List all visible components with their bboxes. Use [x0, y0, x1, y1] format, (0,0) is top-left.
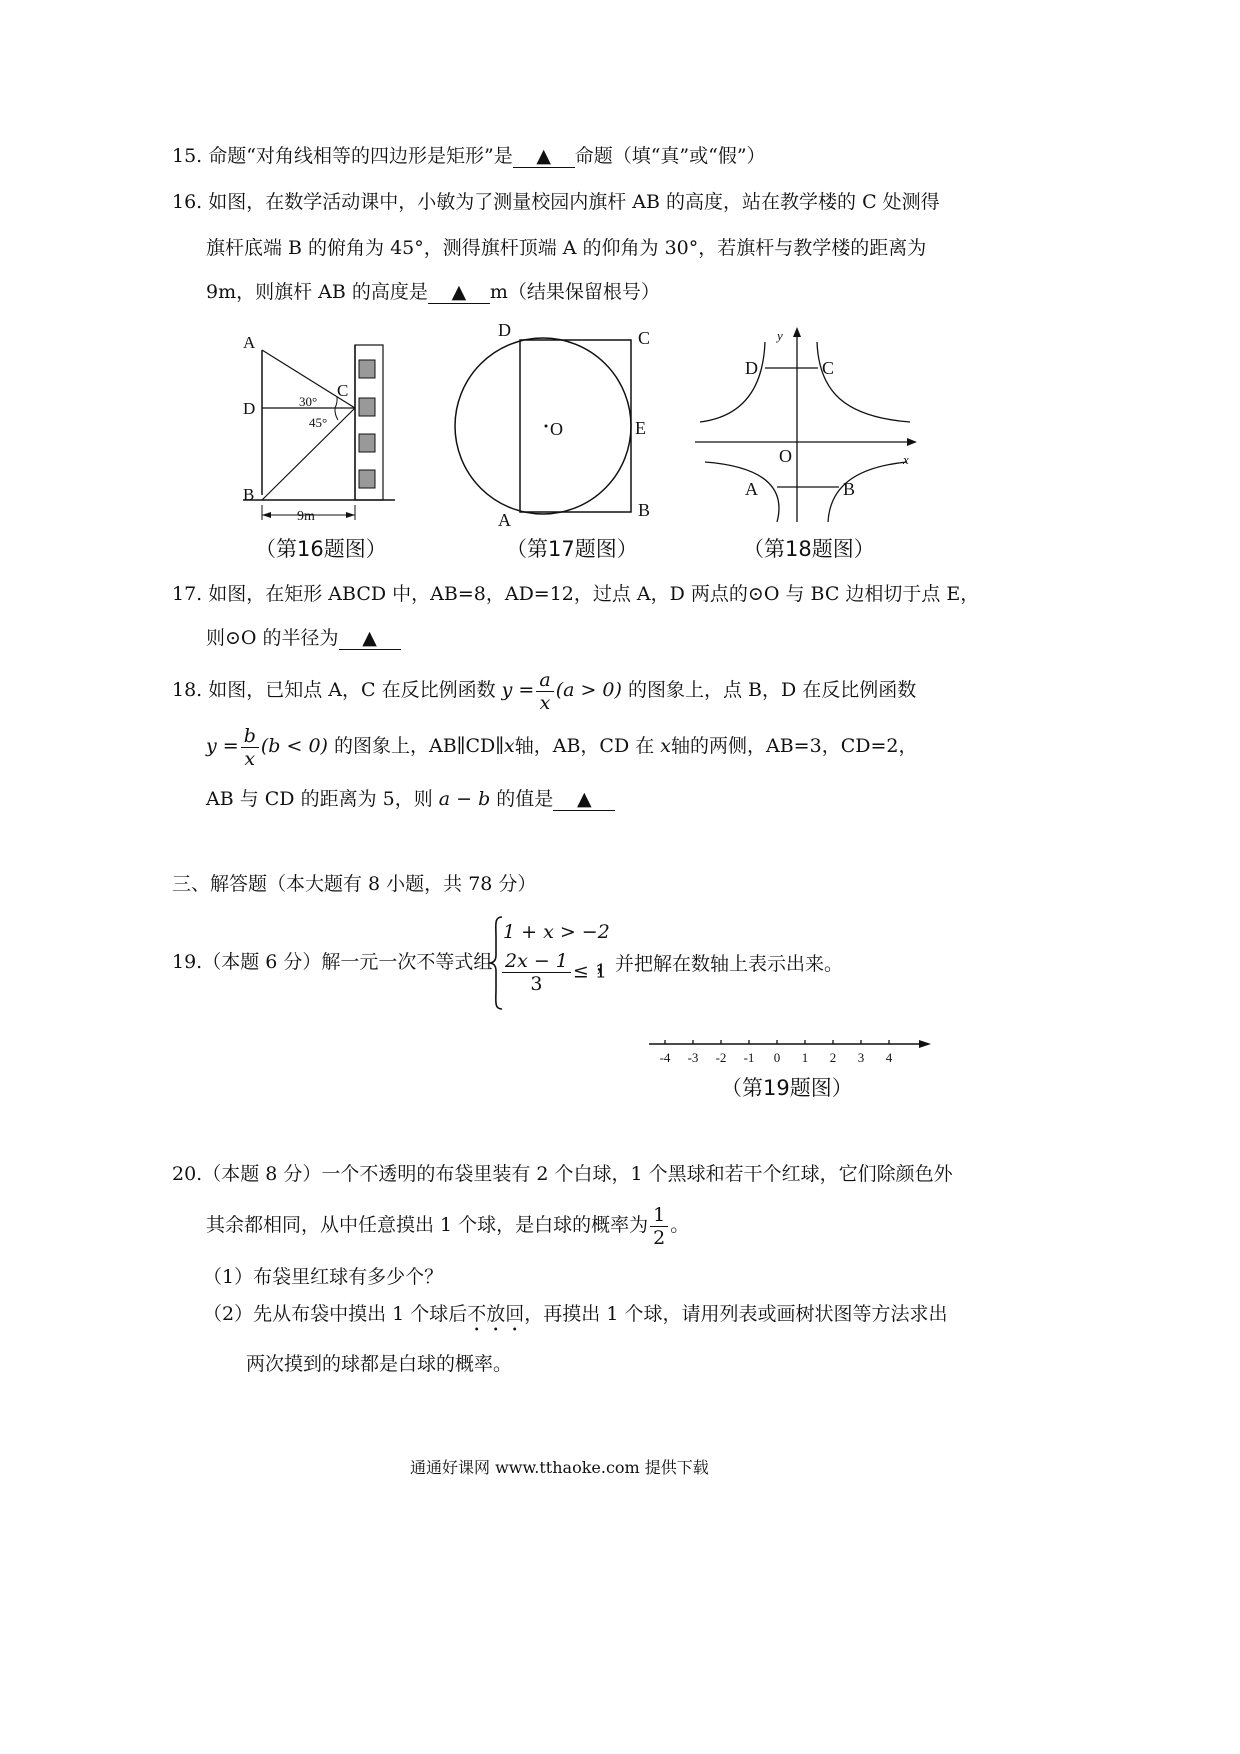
figure-17-caption: （第17题图）	[506, 537, 638, 561]
question-number: 15.	[172, 145, 203, 167]
circle-O	[455, 338, 631, 514]
angle-label-45: 45°	[309, 415, 328, 430]
fraction-b-over-x: $\frac{b}{x}$	[241, 725, 259, 770]
emphasized-text: 不放回	[467, 1303, 525, 1325]
question-20-sub-2-line-2: 两次摸到的球都是白球的概率。	[246, 1353, 513, 1375]
figure-16	[225, 320, 425, 530]
figure-17	[450, 318, 680, 533]
curve-a-q1	[817, 342, 910, 422]
number-line-tick-label: -4	[659, 1050, 671, 1065]
question-number: 17.	[172, 583, 203, 605]
question-16-line-2: 旗杆底端 B 的俯角为 45°，测得旗杆顶端 A 的仰角为 30°，若旗杆与教学楼的距离为	[206, 237, 927, 259]
answer-blank: ▲	[339, 627, 401, 650]
question-17-line-2: 则⊙O 的半径为 ▲	[206, 624, 401, 652]
question-18-line-3: AB 与 CD 的距离为 5，则 a − b 的值是 ▲	[206, 785, 615, 813]
label-C: C	[822, 358, 835, 378]
answer-blank: ▲	[513, 145, 575, 168]
curve-b-q4	[828, 462, 907, 522]
figure-18	[695, 322, 925, 527]
angle-arc-down	[335, 408, 338, 420]
question-20-line-1: 20.（本题 8 分）一个不透明的布袋里装有 2 个白球，1 个黑球和若干个红球，它们除颜色外	[172, 1163, 953, 1185]
arrow-left	[262, 512, 271, 518]
question-20-sub-2: （2）先从布袋中摸出 1 个球后不放回，再摸出 1 个球，请用列表或画树状图等方法求出	[203, 1303, 948, 1325]
number-line-tick-label: 3	[857, 1050, 865, 1065]
answer-blank: ▲	[428, 281, 490, 304]
question-15: 15. 命题“对角线相等的四边形是矩形”是 ▲ 命题（填“真”或“假”）	[172, 145, 766, 167]
rectangle-ABCD	[520, 340, 631, 512]
angle-label-30: 30°	[299, 394, 318, 409]
arrow-right	[346, 512, 355, 518]
label-D: D	[745, 358, 758, 378]
question-18-line-1: 18. 如图，已知点 A，C 在反比例函数 y = $\frac{a}{x}$ (a > 0) 的图象上，点 B，D 在反比例函数	[172, 668, 917, 714]
label-B: B	[843, 479, 856, 499]
number-line-arrow	[919, 1040, 931, 1048]
number-line-tick-label: 1	[801, 1050, 809, 1065]
window	[359, 398, 375, 416]
label-D: D	[498, 320, 511, 340]
label-D: D	[243, 399, 256, 418]
question-18-line-2: y = $\frac{b}{x}$ (b < 0) 的图象上，AB∥CD∥x轴，AB，CD 在 x轴的两侧，AB=3，CD=2，	[206, 724, 918, 770]
inequality-1: 1 + x > −2	[503, 921, 610, 943]
distance-label: 9m	[297, 509, 315, 524]
label-E: E	[635, 418, 646, 438]
number-line-tick-label: 0	[773, 1050, 781, 1065]
question-number: 20.	[172, 1163, 203, 1185]
label-B: B	[638, 500, 651, 520]
question-number: 18.	[172, 679, 203, 701]
label-O: O	[550, 419, 563, 439]
window	[359, 470, 375, 488]
y-axis-arrow	[793, 327, 801, 337]
label-C: C	[337, 381, 349, 400]
number-line-tick-label: -3	[687, 1050, 699, 1065]
label-y: y	[777, 328, 783, 343]
question-number: 19.	[172, 951, 203, 973]
curve-b-q2	[700, 342, 765, 422]
number-line-tick-label: -1	[743, 1050, 755, 1065]
label-x: x	[903, 452, 909, 467]
question-19-line-end: ，并把解在数轴上表示出来。	[596, 953, 844, 975]
label-B: B	[243, 485, 255, 504]
fraction-one-half: $\frac{1}{2}$	[650, 1204, 668, 1249]
number-line-tick-label: 2	[829, 1050, 837, 1065]
x-axis-arrow	[907, 438, 917, 446]
answer-blank: ▲	[553, 788, 615, 811]
question-20-sub-1: （1）布袋里红球有多少个？	[203, 1266, 444, 1288]
figure-16-caption: （第16题图）	[255, 537, 387, 561]
label-C: C	[638, 328, 651, 348]
curve-a-q3	[705, 462, 779, 522]
inequality-2: $\frac{2x - 1}{3}$ ≤ 1	[500, 950, 607, 995]
label-O: O	[779, 446, 792, 466]
fraction-inequality: $\frac{2x - 1}{3}$	[502, 950, 571, 995]
section-heading: 三、解答题（本大题有 8 小题，共 78 分）	[172, 873, 537, 895]
label-A: A	[243, 333, 256, 352]
question-20-line-2: 其余都相同，从中任意摸出 1 个球，是白球的概率为 $\frac{1}{2}$ 。	[206, 1203, 690, 1249]
number-line-tick-label: 4	[885, 1050, 893, 1065]
question-number: 16.	[172, 191, 203, 213]
label-A: A	[498, 510, 511, 530]
figure-19-caption: （第19题图）	[721, 1076, 853, 1100]
question-16-line-3: 9m，则旗杆 AB 的高度是 ▲ m（结果保留根号）	[206, 281, 660, 303]
figure-19-number-line	[645, 1032, 945, 1072]
figure-18-caption: （第18题图）	[743, 537, 875, 561]
question-17-line-1: 17. 如图，在矩形 ABCD 中，AB=8，AD=12，过点 A，D 两点的⊙O 与 BC 边相切于点 E，	[172, 583, 980, 605]
label-A: A	[745, 479, 758, 499]
page-footer: 通通好课网 www.tthaoke.com 提供下载	[410, 1458, 709, 1477]
window	[359, 434, 375, 452]
center-point	[545, 425, 548, 428]
question-19-line: 19.（本题 6 分）解一元一次不等式组	[172, 951, 493, 973]
window	[359, 360, 375, 378]
fraction-a-over-x: $\frac{a}{x}$	[536, 669, 553, 714]
number-line-tick-label: -2	[715, 1050, 727, 1065]
question-16-line-1: 16. 如图，在数学活动课中，小敏为了测量校园内旗杆 AB 的高度，站在教学楼的 C 处测得	[172, 191, 940, 213]
